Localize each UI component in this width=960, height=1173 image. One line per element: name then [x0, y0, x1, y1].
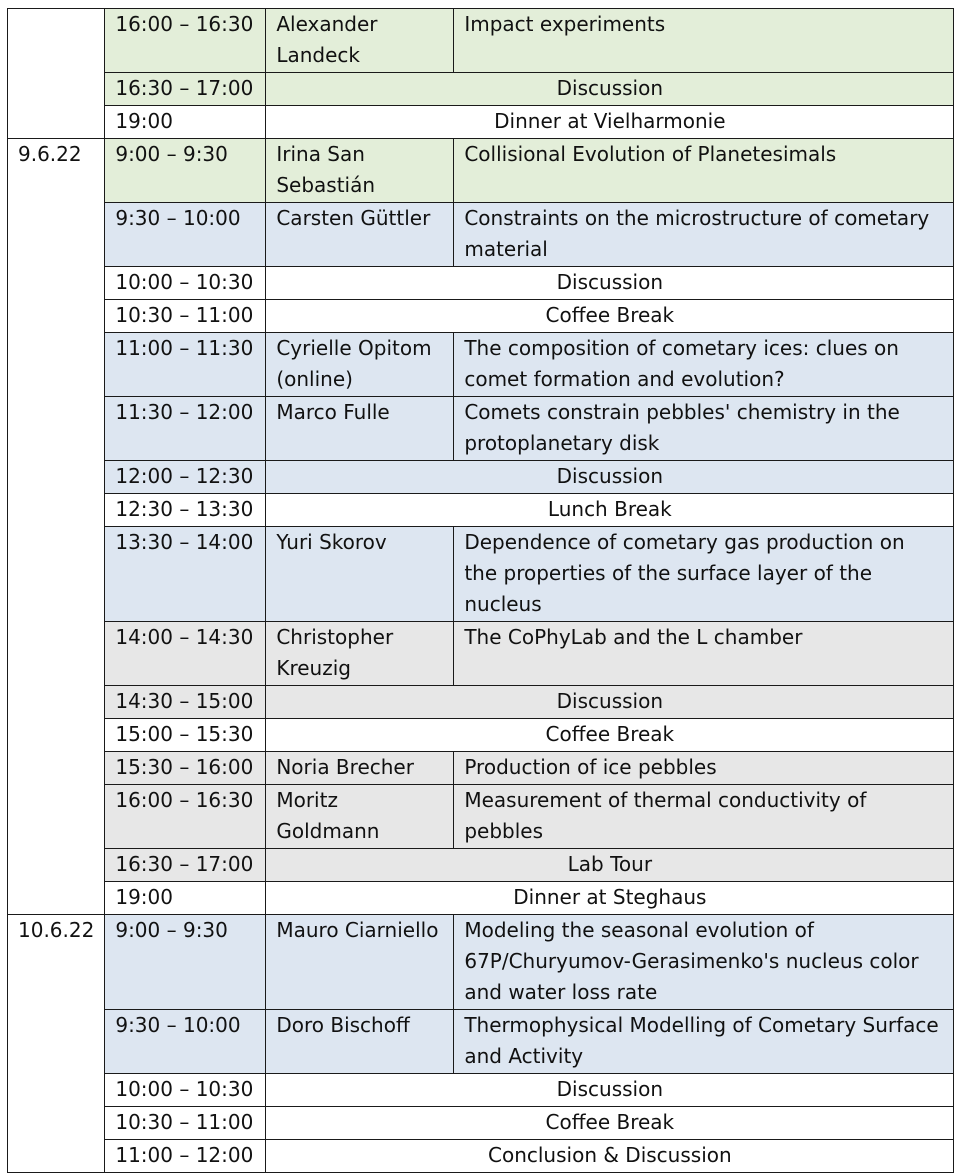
- speaker-cell: Marco Fulle: [266, 397, 454, 461]
- session-label-cell: Dinner at Vielharmonie: [266, 106, 954, 139]
- talk-title-cell: Thermophysical Modelling of Cometary Surface and Activity: [454, 1010, 954, 1074]
- session-label-cell: Discussion: [266, 461, 954, 494]
- speaker-cell: Mauro Ciarniello: [266, 915, 454, 1010]
- schedule-row: [8, 915, 954, 1010]
- speaker-cell: Yuri Skorov: [266, 527, 454, 622]
- time-cell: 10:30 – 11:00: [105, 300, 266, 333]
- talk-title-cell: Dependence of cometary gas production on the properties of the surface layer of the nucleus: [454, 527, 954, 622]
- schedule-row: [8, 333, 954, 397]
- schedule-row: [8, 203, 954, 267]
- speaker-cell: Moritz Goldmann: [266, 785, 454, 849]
- session-label-cell: Discussion: [266, 686, 954, 719]
- schedule-row: [8, 461, 954, 494]
- session-label-cell: Discussion: [266, 267, 954, 300]
- talk-title-cell: Production of ice pebbles: [454, 752, 954, 785]
- time-cell: 16:00 – 16:30: [105, 9, 266, 73]
- talk-title-cell: Impact experiments: [454, 9, 954, 73]
- time-cell: 14:30 – 15:00: [105, 686, 266, 719]
- schedule-row: [8, 882, 954, 915]
- speaker-cell: Carsten Güttler: [266, 203, 454, 267]
- time-cell: 10:00 – 10:30: [105, 267, 266, 300]
- talk-title-cell: Collisional Evolution of Planetesimals: [454, 139, 954, 203]
- schedule-row: [8, 494, 954, 527]
- day-date-cell: [8, 9, 105, 139]
- schedule-row: [8, 752, 954, 785]
- schedule-row: [8, 1140, 954, 1173]
- schedule-row: [8, 527, 954, 622]
- session-label-cell: Coffee Break: [266, 1107, 954, 1140]
- schedule-row: [8, 622, 954, 686]
- time-cell: 9:30 – 10:00: [105, 203, 266, 267]
- time-cell: 15:30 – 16:00: [105, 752, 266, 785]
- session-label-cell: Conclusion & Discussion: [266, 1140, 954, 1173]
- session-label-cell: Discussion: [266, 1074, 954, 1107]
- talk-title-cell: Comets constrain pebbles' chemistry in the protoplanetary disk: [454, 397, 954, 461]
- time-cell: 10:00 – 10:30: [105, 1074, 266, 1107]
- schedule-row: [8, 267, 954, 300]
- time-cell: 16:30 – 17:00: [105, 73, 266, 106]
- time-cell: 12:30 – 13:30: [105, 494, 266, 527]
- schedule-row: [8, 300, 954, 333]
- schedule-table: [7, 8, 954, 1173]
- time-cell: 12:00 – 12:30: [105, 461, 266, 494]
- schedule-row: [8, 785, 954, 849]
- speaker-cell: Noria Brecher: [266, 752, 454, 785]
- talk-title-cell: The CoPhyLab and the L chamber: [454, 622, 954, 686]
- time-cell: 16:30 – 17:00: [105, 849, 266, 882]
- time-cell: 9:30 – 10:00: [105, 1010, 266, 1074]
- schedule-row: [8, 106, 954, 139]
- time-cell: 9:00 – 9:30: [105, 915, 266, 1010]
- speaker-cell: Irina San Sebastián: [266, 139, 454, 203]
- schedule-row: [8, 1107, 954, 1140]
- speaker-cell: Cyrielle Opitom (online): [266, 333, 454, 397]
- speaker-cell: Doro Bischoff: [266, 1010, 454, 1074]
- time-cell: 14:00 – 14:30: [105, 622, 266, 686]
- time-cell: 19:00: [105, 106, 266, 139]
- day-date-cell: 9.6.22: [8, 139, 105, 915]
- talk-title-cell: Measurement of thermal conductivity of pebbles: [454, 785, 954, 849]
- time-cell: 11:00 – 12:00: [105, 1140, 266, 1173]
- schedule-row: [8, 719, 954, 752]
- session-label-cell: Discussion: [266, 73, 954, 106]
- schedule-row: [8, 1010, 954, 1074]
- time-cell: 19:00: [105, 882, 266, 915]
- talk-title-cell: The composition of cometary ices: clues on comet formation and evolution?: [454, 333, 954, 397]
- schedule-row: [8, 849, 954, 882]
- schedule-body: [8, 9, 954, 1173]
- time-cell: 9:00 – 9:30: [105, 139, 266, 203]
- time-cell: 11:00 – 11:30: [105, 333, 266, 397]
- session-label-cell: Lunch Break: [266, 494, 954, 527]
- schedule-row: [8, 9, 954, 73]
- time-cell: 10:30 – 11:00: [105, 1107, 266, 1140]
- schedule-row: [8, 73, 954, 106]
- time-cell: 15:00 – 15:30: [105, 719, 266, 752]
- time-cell: 16:00 – 16:30: [105, 785, 266, 849]
- session-label-cell: Coffee Break: [266, 719, 954, 752]
- schedule-row: [8, 1074, 954, 1107]
- schedule-row: [8, 397, 954, 461]
- time-cell: 13:30 – 14:00: [105, 527, 266, 622]
- talk-title-cell: Modeling the seasonal evolution of 67P/Churyumov-Gerasimenko's nucleus color and water loss rate: [454, 915, 954, 1010]
- session-label-cell: Dinner at Steghaus: [266, 882, 954, 915]
- session-label-cell: Lab Tour: [266, 849, 954, 882]
- schedule-row: [8, 686, 954, 719]
- schedule-row: [8, 139, 954, 203]
- speaker-cell: Christopher Kreuzig: [266, 622, 454, 686]
- speaker-cell: Alexander Landeck: [266, 9, 454, 73]
- talk-title-cell: Constraints on the microstructure of cometary material: [454, 203, 954, 267]
- session-label-cell: Coffee Break: [266, 300, 954, 333]
- day-date-cell: 10.6.22: [8, 915, 105, 1173]
- time-cell: 11:30 – 12:00: [105, 397, 266, 461]
